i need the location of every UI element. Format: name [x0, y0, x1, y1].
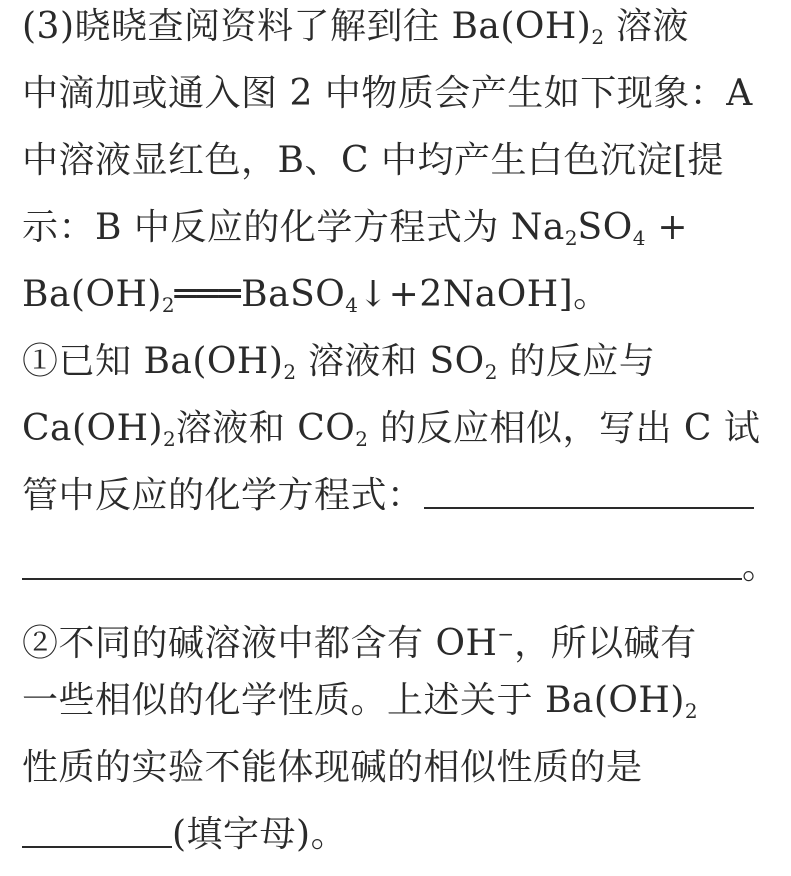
- text-segment: Ba(OH): [22, 274, 162, 315]
- text-segment: ②不同的碱溶液中都含有 OH: [22, 623, 498, 664]
- text-line-6: [22, 335, 774, 389]
- text-line-13: [22, 808, 774, 862]
- text-segment: ，所以碱有: [514, 623, 697, 664]
- subscript: 2: [161, 293, 175, 317]
- text-segment: 中溶液显红色，B、C 中均产生白色沉淀[提: [22, 140, 724, 181]
- text-segment: 溶液和 SO: [296, 341, 485, 382]
- subscript: 2: [484, 360, 498, 384]
- text-segment: 中滴加或通入图 2 中物质会产生如下现象：A: [22, 73, 753, 114]
- text-line-4: [22, 201, 774, 255]
- answer-blank-1a[interactable]: [424, 471, 754, 509]
- subscript: 4: [632, 226, 646, 250]
- text-line-11: [22, 674, 774, 728]
- text-line-3: [22, 134, 774, 188]
- text-segment: (填字母)。: [172, 814, 348, 855]
- text-line-9: [22, 540, 779, 594]
- subscript: 2: [564, 226, 578, 250]
- text-segment: 示：B 中反应的化学方程式为 Na: [22, 207, 565, 248]
- text-line-8: [22, 469, 774, 523]
- text-segment: ↓+2NaOH]。: [358, 274, 610, 315]
- text-segment: (3)晓晓查阅资料了解到往 Ba(OH): [22, 6, 592, 47]
- text-segment: 性质的实验不能体现碱的相似性质的是: [22, 747, 643, 788]
- text-line-5: [22, 268, 774, 322]
- text-segment: 的反应与: [497, 341, 656, 382]
- answer-blank-2[interactable]: [22, 810, 172, 848]
- text-segment: +: [645, 207, 689, 248]
- superscript: −: [497, 622, 515, 646]
- text-segment: SO: [577, 207, 633, 248]
- text-line-1: [22, 0, 774, 54]
- text-line-10: [22, 607, 774, 664]
- answer-blank-1b[interactable]: [22, 542, 742, 580]
- text-segment: ═══BaSO: [174, 274, 346, 315]
- text-segment: Ca(OH): [22, 408, 164, 449]
- text-segment: 溶液: [604, 6, 690, 47]
- text-line-12: [22, 741, 774, 795]
- subscript: 4: [345, 293, 359, 317]
- text-segment: 溶液和 CO: [175, 408, 356, 449]
- subscript: 2: [283, 360, 297, 384]
- text-segment: 。: [742, 546, 779, 587]
- text-segment: ①已知 Ba(OH): [22, 341, 284, 382]
- text-segment: 管中反应的化学方程式：: [22, 475, 424, 516]
- text-segment: 一些相似的化学性质。上述关于 Ba(OH): [22, 680, 685, 721]
- text-segment: 的反应相似，写出 C 试: [368, 408, 761, 449]
- subscript: 2: [684, 699, 698, 723]
- subscript: 2: [163, 427, 176, 451]
- text-line-7: [22, 402, 774, 456]
- subscript: 2: [591, 25, 605, 49]
- text-line-2: [22, 67, 774, 121]
- subscript: 2: [355, 427, 368, 451]
